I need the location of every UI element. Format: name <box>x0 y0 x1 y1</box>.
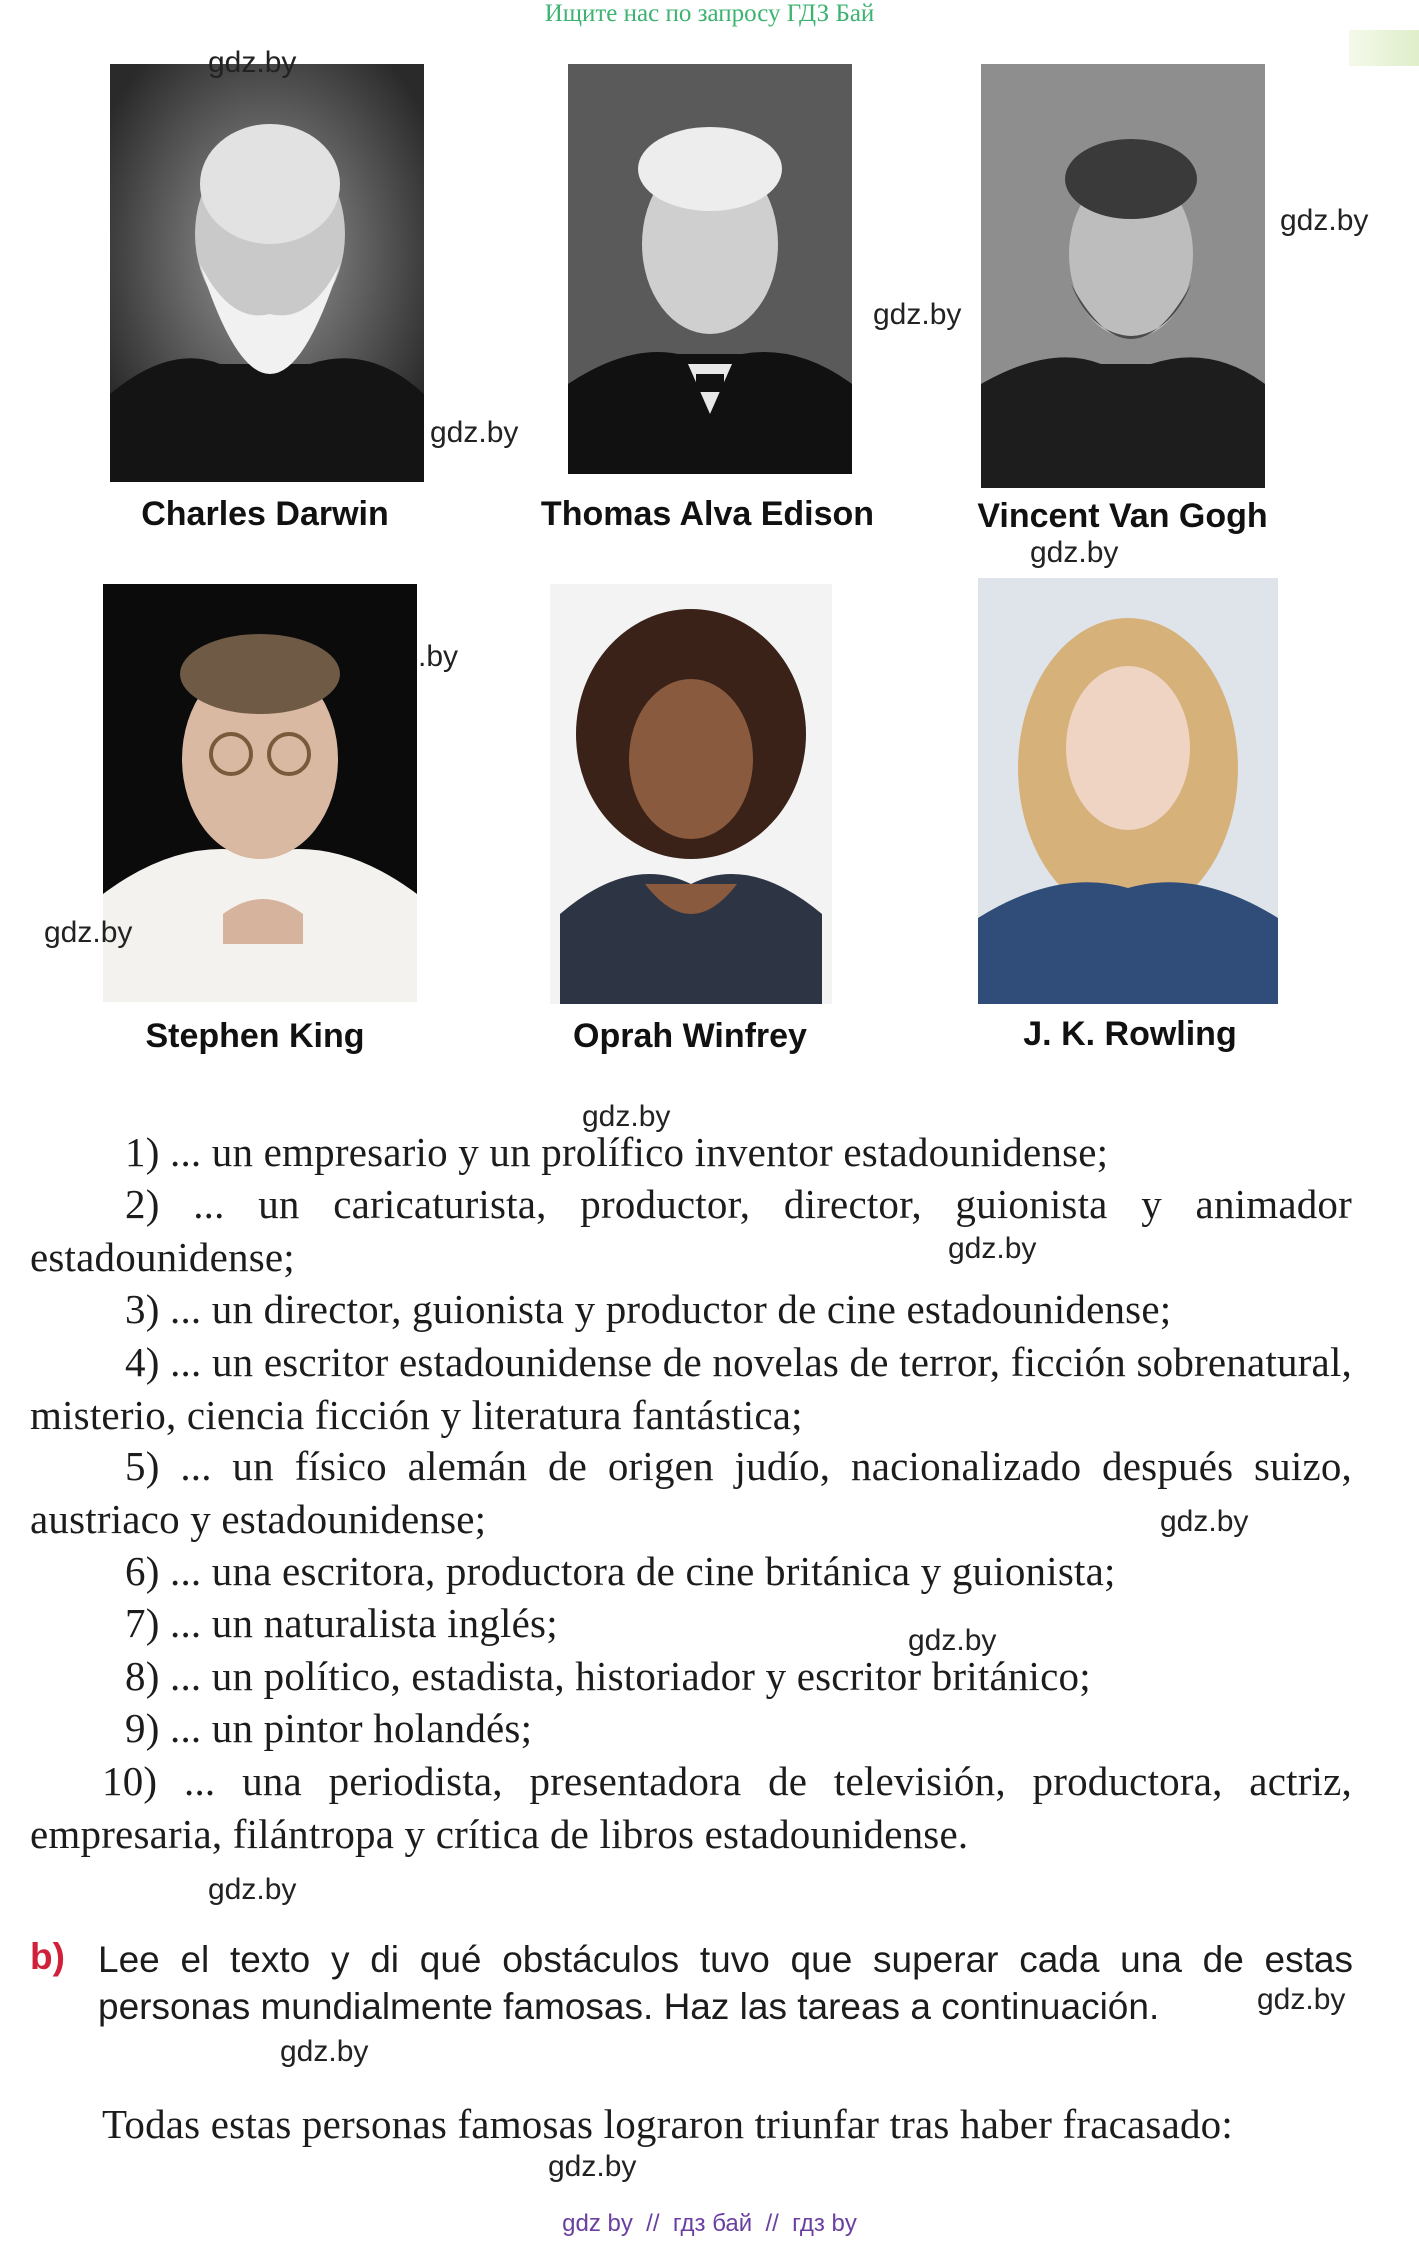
footer-links[interactable]: gdz by // гдз бай // гдз by <box>562 2210 857 2237</box>
corner-tab <box>1349 30 1419 66</box>
portrait-van-gogh <box>981 64 1265 488</box>
list-item-8: 8) ... un político, estadista, historiador y escritor británico; <box>125 1653 1091 1699</box>
watermark: gdz.by <box>582 1100 671 1133</box>
portrait-edison <box>568 64 852 474</box>
list-item-10: 10) ... una periodista, presentadora de televisión, productora, actriz, empresaria, filántropa y crítica de libros estadounidense. <box>30 1758 1352 1857</box>
watermark: gdz.by <box>1160 1505 1249 1538</box>
watermark: gdz.by <box>208 1873 297 1906</box>
caption-edison: Thomas Alva Edison <box>540 495 875 533</box>
caption-oprah-winfrey: Oprah Winfrey <box>573 1017 807 1055</box>
watermark: gdz.by <box>1280 204 1369 237</box>
list-item-5: 5) ... un físico alemán de origen judío, nacionalizado después suizo, austriaco y estadounidense; <box>30 1443 1352 1542</box>
list-item-9: 9) ... un pintor holandés; <box>125 1705 533 1751</box>
task-b-text: Lee el texto y di qué obstáculos tuvo que superar cada una de estas personas mundialmente famosas. Haz las tareas a continuación. <box>98 1939 1353 2027</box>
watermark: gdz.by <box>948 1232 1037 1265</box>
top-banner[interactable]: Ищите нас по запросу ГДЗ Бай <box>544 0 875 27</box>
intro-paragraph: Todas estas personas famosas lograron triunfar tras haber fracasado: <box>102 2101 1233 2147</box>
list-item-7: 7) ... un naturalista inglés; <box>125 1600 558 1646</box>
portrait-darwin <box>110 64 424 482</box>
list-item-6: 6) ... una escritora, productora de cine británica y guionista; <box>125 1548 1116 1594</box>
list-item-2: 2) ... un caricaturista, productor, director, guionista y animador estadounidense; <box>30 1181 1352 1280</box>
watermark: gdz.by <box>873 298 962 331</box>
watermark: gdz.by <box>280 2035 369 2068</box>
watermark: gdz.by <box>548 2150 637 2183</box>
portrait-jk-rowling <box>978 578 1278 1004</box>
watermark-partial: .by <box>418 640 459 673</box>
watermark: gdz.by <box>430 416 519 449</box>
caption-van-gogh: Vincent Van Gogh <box>977 497 1268 535</box>
caption-stephen-king: Stephen King <box>145 1017 365 1055</box>
watermark: gdz.by <box>1257 1983 1346 2016</box>
watermark: gdz.by <box>908 1624 997 1657</box>
caption-jk-rowling: J. K. Rowling <box>1023 1015 1237 1053</box>
list-item-1: 1) ... un empresario y un prolífico inventor estadounidense; <box>125 1129 1109 1175</box>
portrait-stephen-king <box>103 584 417 1002</box>
list-item-3: 3) ... un director, guionista y productor de cine estadounidense; <box>125 1286 1172 1332</box>
watermark: gdz.by <box>1030 536 1119 569</box>
watermark: gdz.by <box>44 916 133 949</box>
task-b-label: b) <box>30 1936 65 1977</box>
watermark: gdz.by <box>208 46 297 79</box>
portrait-oprah-winfrey <box>550 584 832 1004</box>
list-item-4: 4) ... un escritor estadounidense de novelas de terror, ficción sobrenatural, misterio, ciencia ficción y literatura fantástica; <box>30 1339 1352 1438</box>
caption-darwin: Charles Darwin <box>141 495 389 533</box>
